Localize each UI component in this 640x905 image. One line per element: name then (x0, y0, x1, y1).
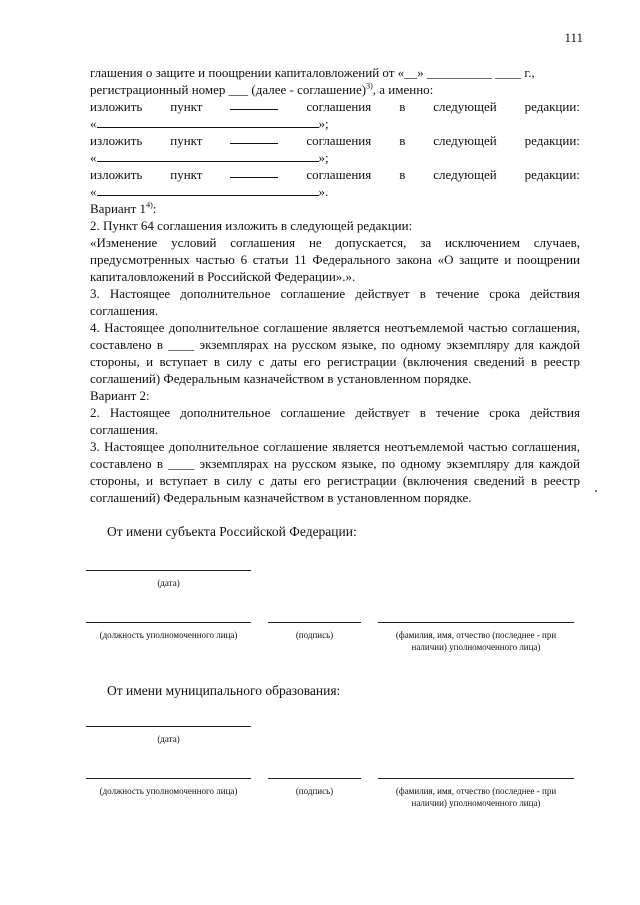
signature-line (268, 778, 361, 779)
variant-2-item-3: 3. Настоящее дополнительное соглашение является неотъемлемой частью соглашения, составлено в ____ экземплярах на русском языке, по одному экземпляру для каждой стороны, и вступает в силу с даты его регистрации (включения сведений в реестр соглашений) Федеральным казначейством в установленном порядке. (90, 439, 580, 505)
signature-block-title: От имени муниципального образования: (107, 683, 341, 698)
date-caption: (дата) (157, 734, 180, 744)
variant-1-item-4: 4. Настоящее дополнительное соглашение является неотъемлемой частью соглашения, составлено в ____ экземплярах на русском языке, по одному экземпляру для каждой стороны, и вступает в силу с даты его регистрации (включения сведений в реестр соглашений) Федеральным казначейством в установленном порядке. (90, 320, 580, 386)
footnote-ref-4: 4) (146, 200, 153, 210)
variant-1-item-3: 3. Настоящее дополнительное соглашение действует в течение срока действия соглашения. (90, 286, 580, 318)
footnote-ref-3: 3) (366, 81, 373, 91)
name-caption: (фамилия, имя, отчество (последнее - при наличии) уполномоченного лица) (395, 786, 557, 808)
edit-clause-3: изложить пункт соглашения в следующей редакции: « ». (90, 167, 580, 199)
blank-line (97, 150, 319, 162)
variant-1-item-2-quote: «Изменение условий соглашения не допускается, за исключением случаев, предусмотренных частью 6 статьи 11 Федерального закона «О защите и поощрении капиталовложений в Российской Федерации».». (90, 235, 580, 284)
date-line (86, 726, 251, 727)
document-body (90, 64, 580, 506)
intro-line-2: регистрационный номер ___ (далее - соглашение)$^{3)}$, а именно: (90, 81, 434, 97)
variant-1-item-2: 2. Пункт 64 соглашения изложить в следующей редакции: (90, 218, 413, 233)
variant-1-label: Вариант 1$^{4)}$: (90, 200, 157, 216)
blank-line (97, 116, 319, 128)
date-caption: (дата) (157, 578, 180, 588)
position-caption: (должность уполномоченного лица) (99, 786, 238, 796)
variant-2-item-2: 2. Настоящее дополнительное соглашение действует в течение срока действия соглашения. (90, 405, 580, 437)
blank-line (230, 98, 278, 110)
page-number: 111 (564, 30, 583, 45)
signature-line (268, 622, 361, 623)
edit-clause-2: изложить пункт соглашения в следующей редакции: « »; (90, 133, 580, 165)
variant-2-label: Вариант 2: (90, 388, 150, 403)
blank-line (230, 132, 278, 144)
signature-block-title: От имени субъекта Российской Федерации: (107, 524, 357, 539)
name-line (378, 778, 574, 779)
intro-line-1: глашения о защите и поощрении капиталовложений от «__» __________ ____ г., (90, 65, 535, 80)
position-line (86, 622, 251, 623)
name-line (378, 622, 574, 623)
scan-speck (595, 490, 597, 492)
blank-line (97, 184, 319, 196)
blank-line (230, 166, 278, 178)
name-caption: (фамилия, имя, отчество (последнее - при наличии) уполномоченного лица) (395, 630, 557, 652)
edit-clause-1: изложить пункт соглашения в следующей редакции: « »; (90, 99, 580, 131)
signature-caption: (подпись) (295, 786, 334, 796)
date-line (86, 570, 251, 571)
position-caption: (должность уполномоченного лица) (99, 630, 238, 640)
signature-caption: (подпись) (295, 630, 334, 640)
position-line (86, 778, 251, 779)
